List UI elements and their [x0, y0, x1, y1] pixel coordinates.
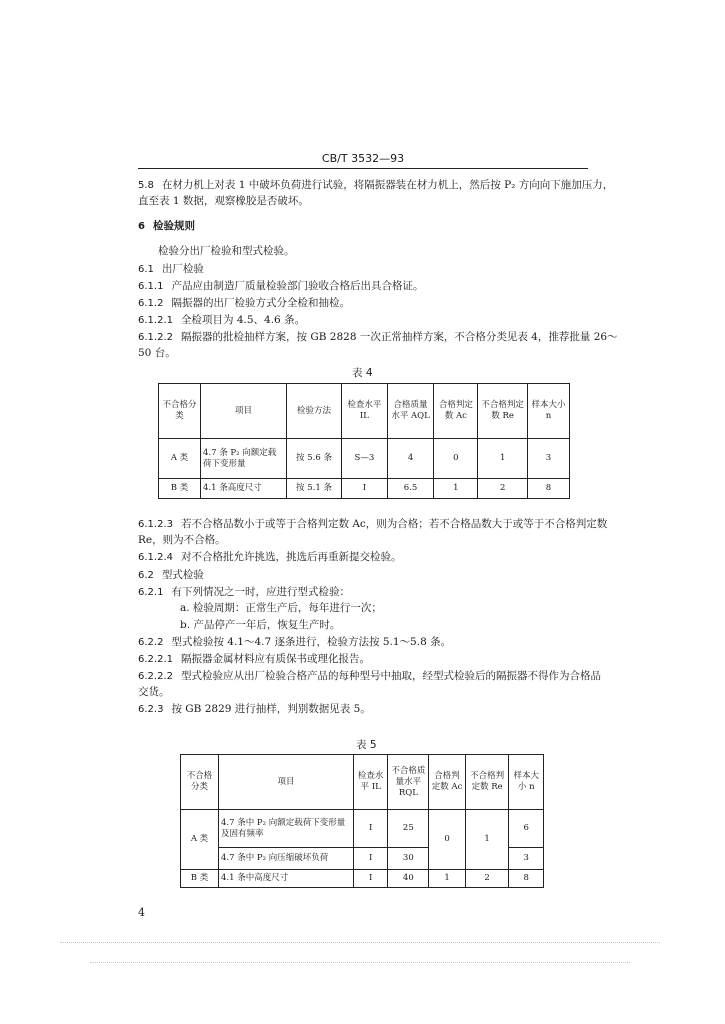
t5-b-il: Ⅰ [353, 870, 388, 888]
clause-6-1-2-2-text1: 隔振器的批检抽样方案，按 GB 2828 一次正常抽样方案，不合格分类见表 4，推荐批量 26～ [181, 331, 618, 343]
page-number: 4 [138, 906, 145, 919]
clause-6-2-2-text: 型式检验按 4.1～4.7 逐条进行，检验方法按 5.1～5.8 条。 [171, 636, 452, 648]
clause-6-1-number: 6.1 [138, 264, 154, 275]
clause-6-1-2 [138, 296, 590, 311]
clause-6-2-2-1-text: 隔振器金属材料应有质保书或理化报告。 [181, 653, 370, 665]
t4-a-method: 按 5.6 条 [286, 439, 341, 479]
clause-6-2-2-1-number: 6.2.2.1 [138, 654, 173, 665]
t4-h-method: 检验方法 [286, 384, 341, 439]
t5-a1-item: 4.7 条中 P₂ 向额定载荷下变形量及固有频率 [219, 810, 354, 848]
table-row [181, 810, 544, 848]
scan-noise-line [90, 962, 630, 963]
t4-h-aql: 合格质量水平 AQL [387, 384, 434, 439]
t5-b-class: B 类 [181, 870, 219, 888]
clause-6-2-2-2-number: 6.2.2.2 [138, 671, 173, 682]
clause-6-2-1-b: b. 产品停产一年后，恢复生产时。 [180, 619, 341, 631]
standard-header: CB/T 3532—93 [321, 152, 405, 165]
clause-6-2 [138, 568, 590, 583]
clause-6-1-1-number: 6.1.1 [138, 281, 164, 292]
clause-6-2-number: 6.2 [138, 570, 154, 581]
t5-h-n: 样本大小 n [509, 755, 544, 810]
clause-6-2-2-2-line2: 交货。 [138, 686, 170, 698]
t4-b-il: Ⅰ [342, 479, 388, 499]
clause-6-1-2-3-line2: Re，则为不合格。 [138, 534, 226, 546]
clause-6-1-2-1-number: 6.1.2.1 [138, 315, 173, 326]
t4-h-item: 项目 [201, 384, 287, 439]
clause-6-2-1-number: 6.2.1 [138, 587, 164, 598]
clause-6-2-1-text: 有下列情况之一时，应进行型式检验： [171, 586, 350, 598]
para-5-8-text1: 在材力机上对表 1 中破坏负荷进行试验，将隔振器装在材力机上，然后按 P₂ 方向向下施加压力， [161, 179, 614, 191]
t5-h-il: 检查水平 IL [353, 755, 388, 810]
t5-a1-n: 6 [509, 810, 544, 848]
clause-6-1-2-4-number: 6.1.2.4 [138, 552, 173, 563]
t4-h-re: 不合格判定数 Re [478, 384, 528, 439]
t5-a2-il: Ⅰ [353, 848, 388, 870]
clause-6-1-2-2-number: 6.1.2.2 [138, 332, 173, 343]
table-5-header-row [181, 755, 544, 810]
clause-6-1-2-3-text1: 若不合格品数小于或等于合格判定数 Ac，则为合格；若不合格品数大于或等于不合格判定数 [181, 518, 608, 530]
clause-6-2-3-text: 按 GB 2829 进行抽样，判别数据见表 5。 [171, 703, 371, 715]
section-6-title: 检验规则 [152, 220, 195, 232]
t5-b-rql: 40 [388, 870, 429, 888]
t5-b-item: 4.1 条中高度尺寸 [219, 870, 354, 888]
t5-b-re: 2 [465, 870, 509, 888]
clause-6-1-2-3-number: 6.1.2.3 [138, 519, 173, 530]
t5-a1-rql: 25 [388, 810, 429, 848]
clause-6-2-1-a: a. 检验周期：正常生产后，每年进行一次； [180, 602, 382, 614]
header-rule [138, 168, 588, 169]
t4-b-class: B 类 [159, 479, 201, 499]
clause-6-1-title: 出厂检验 [161, 263, 204, 275]
t4-a-n: 3 [527, 439, 569, 479]
t5-a2-rql: 30 [388, 848, 429, 870]
t5-a2-item: 4.7 条中 P₂ 向压缩破坏负荷 [219, 848, 354, 870]
clause-6-1-2-4-text: 对不合格批允许挑选，挑选后再重新提交检验。 [181, 551, 402, 563]
t5-h-re: 不合格判定数 Re [465, 755, 509, 810]
t4-h-il: 检查水平 IL [342, 384, 388, 439]
clause-6-2-2 [138, 635, 590, 650]
section-6-number: 6 [138, 221, 145, 232]
t5-a-re: 1 [465, 810, 509, 870]
t4-h-n: 样本大小 n [527, 384, 569, 439]
t4-b-aql: 6.5 [387, 479, 434, 499]
t5-b-n: 8 [509, 870, 544, 888]
clause-6-2-3-number: 6.2.3 [138, 704, 164, 715]
scan-noise-line [60, 942, 660, 943]
clause-6-1-2-2-line2: 50 台。 [138, 347, 176, 359]
t5-b-ac: 1 [429, 870, 465, 888]
t5-h-class: 不合格分类 [181, 755, 219, 810]
t4-a-re: 1 [478, 439, 528, 479]
clause-6-2-title: 型式检验 [161, 569, 204, 581]
section-6-heading [138, 219, 590, 234]
t4-h-ac: 合格判定数 Ac [434, 384, 478, 439]
table-4-header-row [159, 384, 570, 439]
clause-6-2-1 [138, 585, 590, 600]
table-4-caption: 表 4 [352, 367, 373, 379]
t4-a-il: S—3 [342, 439, 388, 479]
clause-6-1 [138, 262, 590, 277]
t4-b-item: 4.1 条高度尺寸 [201, 479, 287, 499]
clause-6-1-2-text: 隔振器的出厂检验方式分全检和抽检。 [171, 297, 350, 309]
clause-6-1-2-2-line1 [138, 330, 618, 345]
section-6-intro: 检验分出厂检验和型式检验。 [158, 245, 295, 257]
table-row [159, 439, 570, 479]
table-row [159, 479, 570, 499]
t4-a-item: 4.7 条 P₂ 向额定载荷下变形量 [201, 439, 287, 479]
t5-a-class: A 类 [181, 810, 219, 870]
clause-6-1-2-1 [138, 313, 590, 328]
t4-h-class: 不合格分类 [159, 384, 201, 439]
table-5-caption: 表 5 [356, 739, 377, 751]
table-row [181, 870, 544, 888]
clause-6-2-3 [138, 702, 590, 717]
para-5-8-line1 [138, 178, 614, 193]
t4-b-n: 8 [527, 479, 569, 499]
t5-h-item: 项目 [219, 755, 354, 810]
t5-h-rql: 不合格质量水平 RQL [388, 755, 429, 810]
t5-a-ac: 0 [429, 810, 465, 870]
clause-6-1-1 [138, 279, 590, 294]
clause-6-1-2-3-line1 [138, 517, 608, 532]
t5-a1-il: Ⅰ [353, 810, 388, 848]
clause-6-1-2-4 [138, 550, 590, 565]
t4-b-ac: 1 [434, 479, 478, 499]
t4-a-ac: 0 [434, 439, 478, 479]
t4-a-class: A 类 [159, 439, 201, 479]
t4-b-re: 2 [478, 479, 528, 499]
clause-6-2-2-2-text1: 型式检验应从出厂检验合格产品的每种型号中抽取，经型式检验后的隔振器不得作为合格品 [181, 670, 601, 682]
clause-6-2-2-2-line1 [138, 669, 601, 684]
t5-a2-n: 3 [509, 848, 544, 870]
clause-6-2-2-1 [138, 652, 590, 667]
t4-b-method: 按 5.1 条 [286, 479, 341, 499]
para-5-8-number: 5.8 [138, 180, 154, 191]
clause-6-1-1-text: 产品应由制造厂质量检验部门验收合格后出具合格证。 [171, 280, 424, 292]
para-5-8-line2: 直至表 1 数据，观察橡胶是否破坏。 [138, 195, 309, 207]
t4-a-aql: 4 [387, 439, 434, 479]
clause-6-1-2-number: 6.1.2 [138, 298, 164, 309]
clause-6-1-2-1-text: 全检项目为 4.5、4.6 条。 [181, 314, 306, 326]
clause-6-2-2-number: 6.2.2 [138, 637, 164, 648]
table-4 [158, 383, 570, 499]
t5-h-ac: 合格判定数 Ac [429, 755, 465, 810]
table-5 [180, 754, 544, 888]
